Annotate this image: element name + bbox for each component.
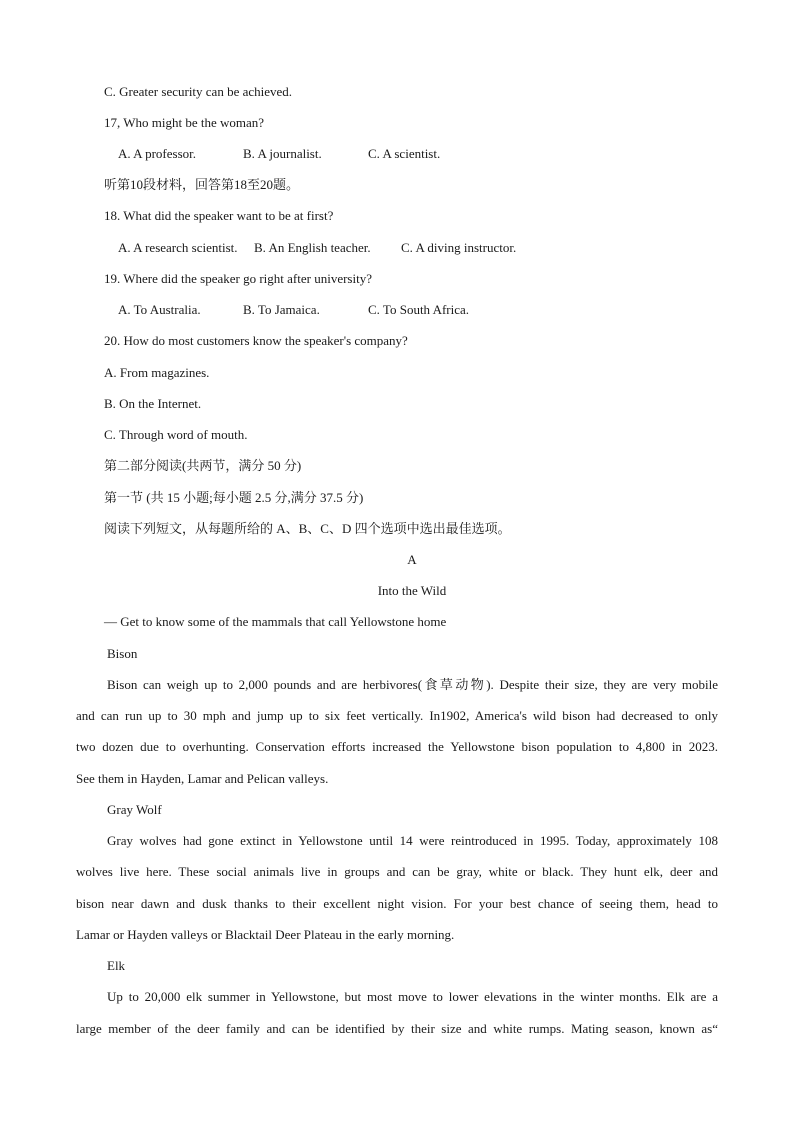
wolf-line-1: Gray wolves had gone extinct in Yellowstone until 14 were reintroduced in 1995. Today, approximately 108 — [107, 833, 718, 848]
q16-option-c: C. Greater security can be achieved. — [104, 84, 293, 99]
q17-option-a: A. A professor. — [118, 146, 196, 161]
q17-option-b: B. A journalist. — [243, 146, 322, 161]
q17-options — [118, 145, 440, 163]
q18-options — [118, 239, 516, 257]
bison-line-3: two dozen due to overhunting. Conservation efforts increased the Yellowstone bison population to 4,800 in 2023. — [76, 739, 718, 754]
q19-question: 19. Where did the speaker go right after university? — [104, 271, 372, 286]
section-10-instruction: 听第10段材料，回答第18至20题。 — [104, 177, 300, 192]
elk-heading: Elk — [107, 958, 126, 973]
part-2-heading: 第二部分阅读(共两节，满分 50 分) — [104, 458, 302, 473]
wolf-line-4: Lamar or Hayden valleys or Blacktail Deer Plateau in the early morning. — [76, 927, 455, 942]
passage-title: Into the Wild — [377, 583, 447, 598]
section-1-heading: 第一节 (共 15 小题;每小题 2.5 分,满分 37.5 分) — [104, 490, 364, 505]
q18-option-a: A. A research scientist. — [118, 240, 238, 255]
q20-question: 20. How do most customers know the speaker's company? — [104, 333, 408, 348]
bison-line-2: and can run up to 30 mph and jump up to six feet vertically. In1902, America's wild bison had decreased to only — [76, 708, 718, 723]
wolf-line-3: bison near dawn and dusk thanks to their excellent night vision. For your best chance of seeing them, head to — [76, 896, 718, 911]
q18-question: 18. What did the speaker want to be at first? — [104, 208, 334, 223]
wolf-heading: Gray Wolf — [107, 802, 162, 817]
wolf-line-2: wolves live here. These social animals live in groups and can be gray, white or black. They hunt elk, deer and — [76, 864, 718, 879]
q19-option-b: B. To Jamaica. — [243, 302, 320, 317]
bison-heading: Bison — [107, 646, 138, 661]
q20-option-c: C. Through word of mouth. — [104, 427, 248, 442]
bison-line-4: See them in Hayden, Lamar and Pelican valleys. — [76, 771, 329, 786]
q19-options — [118, 301, 469, 319]
q19-option-c: C. To South Africa. — [368, 302, 470, 317]
q18-option-c: C. A diving instructor. — [401, 240, 517, 255]
q19-option-a: A. To Australia. — [118, 302, 201, 317]
q17-question: 17, Who might be the woman? — [104, 115, 265, 130]
elk-line-1: Up to 20,000 elk summer in Yellowstone, but most move to lower elevations in the winter months. Elk are a — [107, 989, 718, 1004]
bison-line-1: Bison can weigh up to 2,000 pounds and are herbivores(食草动物). Despite their size, they are very mobile — [107, 677, 718, 692]
passage-subtitle: — Get to know some of the mammals that call Yellowstone home — [104, 614, 447, 629]
q18-option-b: B. An English teacher. — [254, 240, 371, 255]
q20-option-b: B. On the Internet. — [104, 396, 202, 411]
q20-option-a: A. From magazines. — [104, 365, 210, 380]
reading-instruction: 阅读下列短文，从每题所给的 A、B、C、D 四个选项中选出最佳选项。 — [104, 521, 511, 536]
passage-letter: A — [407, 552, 417, 567]
elk-line-2: large member of the deer family and can be identified by their size and white rumps. Mating season, known as“ — [76, 1021, 718, 1036]
q17-option-c: C. A scientist. — [368, 146, 441, 161]
